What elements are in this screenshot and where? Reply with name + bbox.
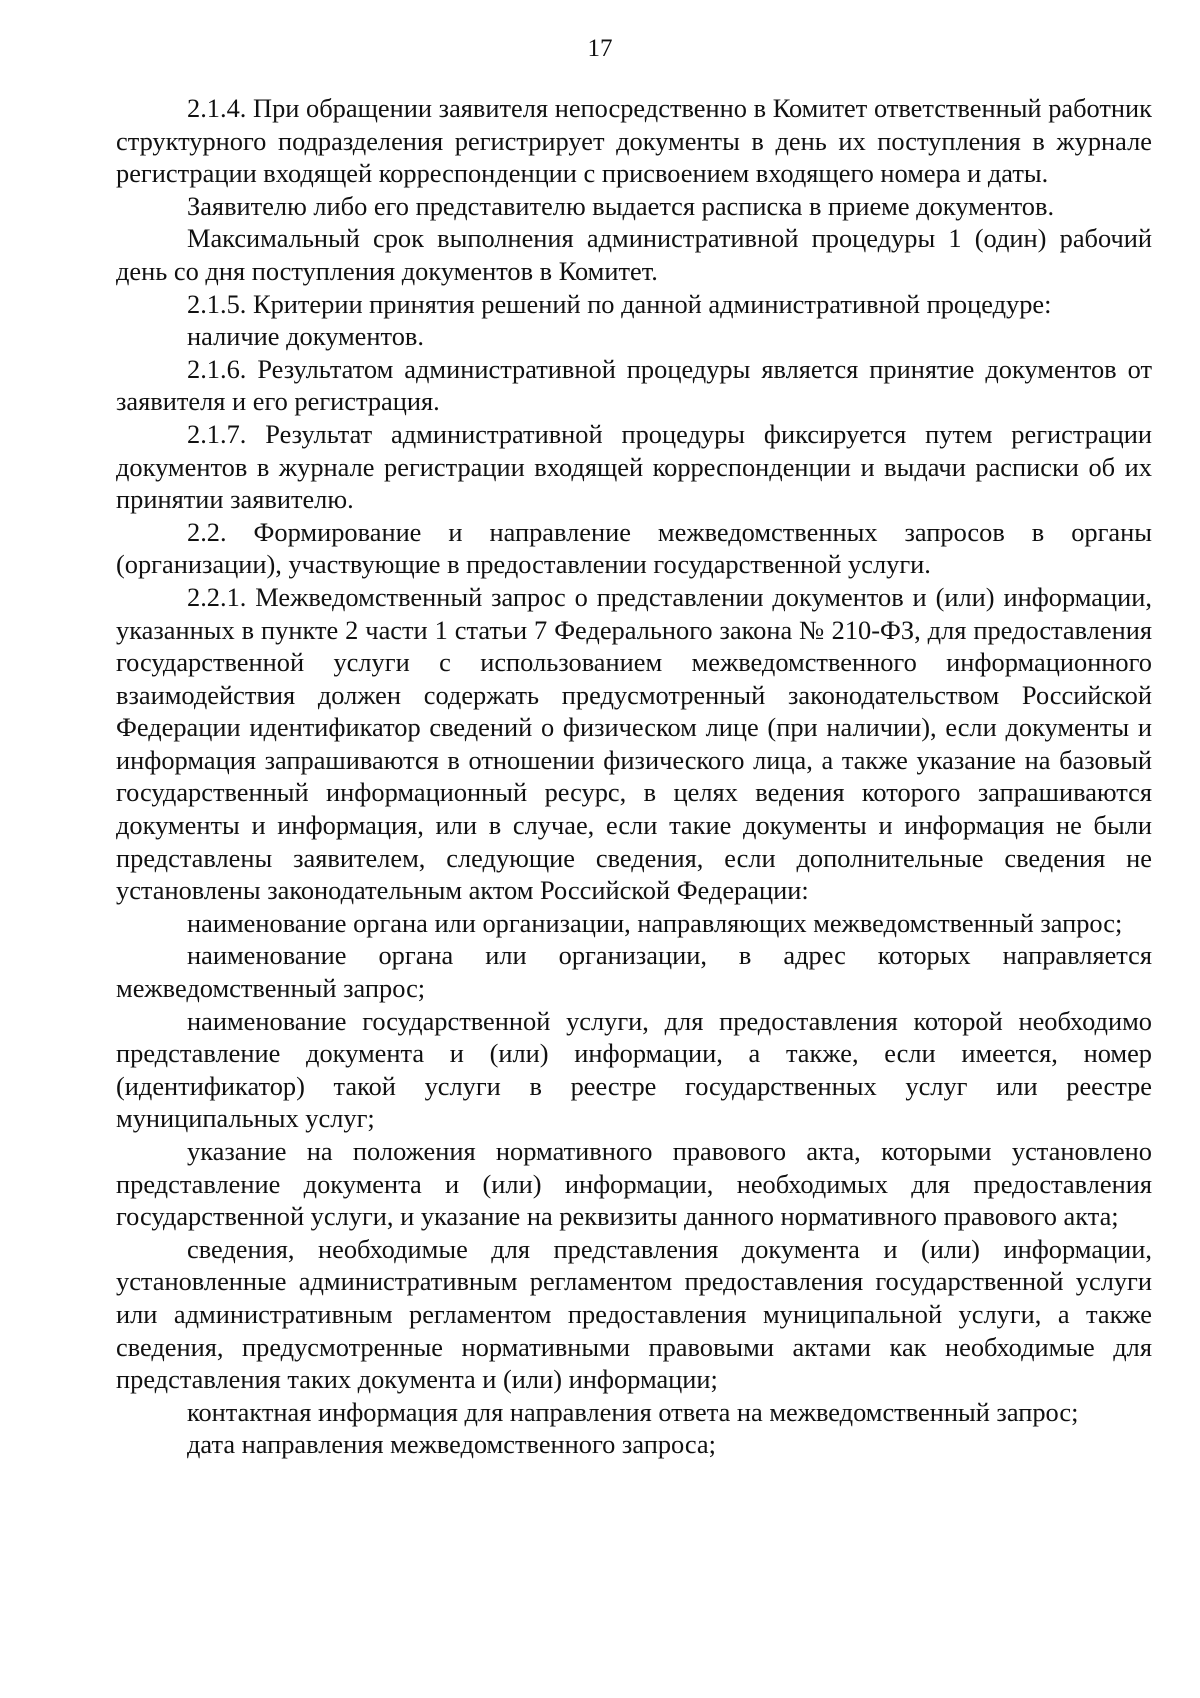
- list-item-service-name: наименование государственной услуги, для предоставления которой необходимо представление документа и (или) информации, а также, если имеется, номер (идентификатор) такой услуги в реестре государственных услуг или реестре муниципальных услуг;: [116, 1005, 1152, 1134]
- document-body: [116, 92, 1152, 1461]
- paragraph-documents-presence: наличие документов.: [187, 321, 424, 352]
- paragraph-2-2: 2.2. Формирование и направление межведомственных запросов в органы (организации), участвующие в предоставлении государственной услуги.: [116, 516, 1152, 580]
- paragraph-2-1-6: 2.1.6. Результатом административной процедуры является принятие документов от заявителя и его регистрация.: [116, 353, 1152, 417]
- list-item-request-date: дата направления межведомственного запроса;: [187, 1429, 716, 1460]
- paragraph-receipt: Заявителю либо его представителю выдается расписка в приеме документов.: [187, 190, 1055, 221]
- paragraph-2-1-5: 2.1.5. Критерии принятия решений по данной административной процедуре:: [187, 288, 1052, 319]
- page-number: 17: [587, 35, 613, 62]
- list-item-required-information: сведения, необходимые для представления документа и (или) информации, установленные административным регламентом предоставления государственной услуги или административным регламентом предоставления муниципальной услуги, а также сведения, предусмотренные нормативными правовыми актами как необходимые для представления таких документа и (или) информации;: [116, 1233, 1152, 1395]
- paragraph-2-1-4: 2.1.4. При обращении заявителя непосредственно в Комитет ответственный работник структурного подразделения регистрирует документы в день их поступления в журнале регистрации входящей корреспонденции с присвоением входящего номера и даты.: [116, 93, 1152, 189]
- list-item-recipient-organization: наименование органа или организации, в адрес которых направляется межведомственный запрос;: [116, 940, 1152, 1004]
- paragraph-2-2-1: 2.2.1. Межведомственный запрос о представлении документов и (или) информации, указанных в пункте 2 части 1 статьи 7 Федерального закона № 210-ФЗ, для предоставления государственной услуги с использованием межведомственного информационного взаимодействия должен содержать предусмотренный законодательством Российской Федерации идентификатор сведений о физическом лице (при наличии), если документы и информация запрашиваются в отношении физического лица, а также указание на базовый государственный информационный ресурс, в целях ведения которого запрашиваются документы и информация, или в случае, если такие документы и информация не были представлены заявителем, следующие сведения, если дополнительные сведения не установлены законодательным актом Российской Федерации:: [116, 581, 1152, 906]
- paragraph-max-term: Максимальный срок выполнения административной процедуры 1 (один) рабочий день со дня поступления документов в Комитет.: [116, 223, 1152, 286]
- list-item-legal-act: указание на положения нормативного правового акта, которыми установлено представление документа и (или) информации, необходимых для предоставления государственной услуги, и указание на реквизиты данного нормативного правового акта;: [116, 1136, 1152, 1232]
- list-item-contact-information: контактная информация для направления ответа на межведомственный запрос;: [187, 1396, 1079, 1427]
- paragraph-2-1-7: 2.1.7. Результат административной процедуры фиксируется путем регистрации документов в журнале регистрации входящей корреспонденции и выдачи расписки об их принятии заявителю.: [116, 418, 1152, 515]
- list-item-requesting-organization: наименование органа или организации, направляющих межведомственный запрос;: [187, 907, 1123, 938]
